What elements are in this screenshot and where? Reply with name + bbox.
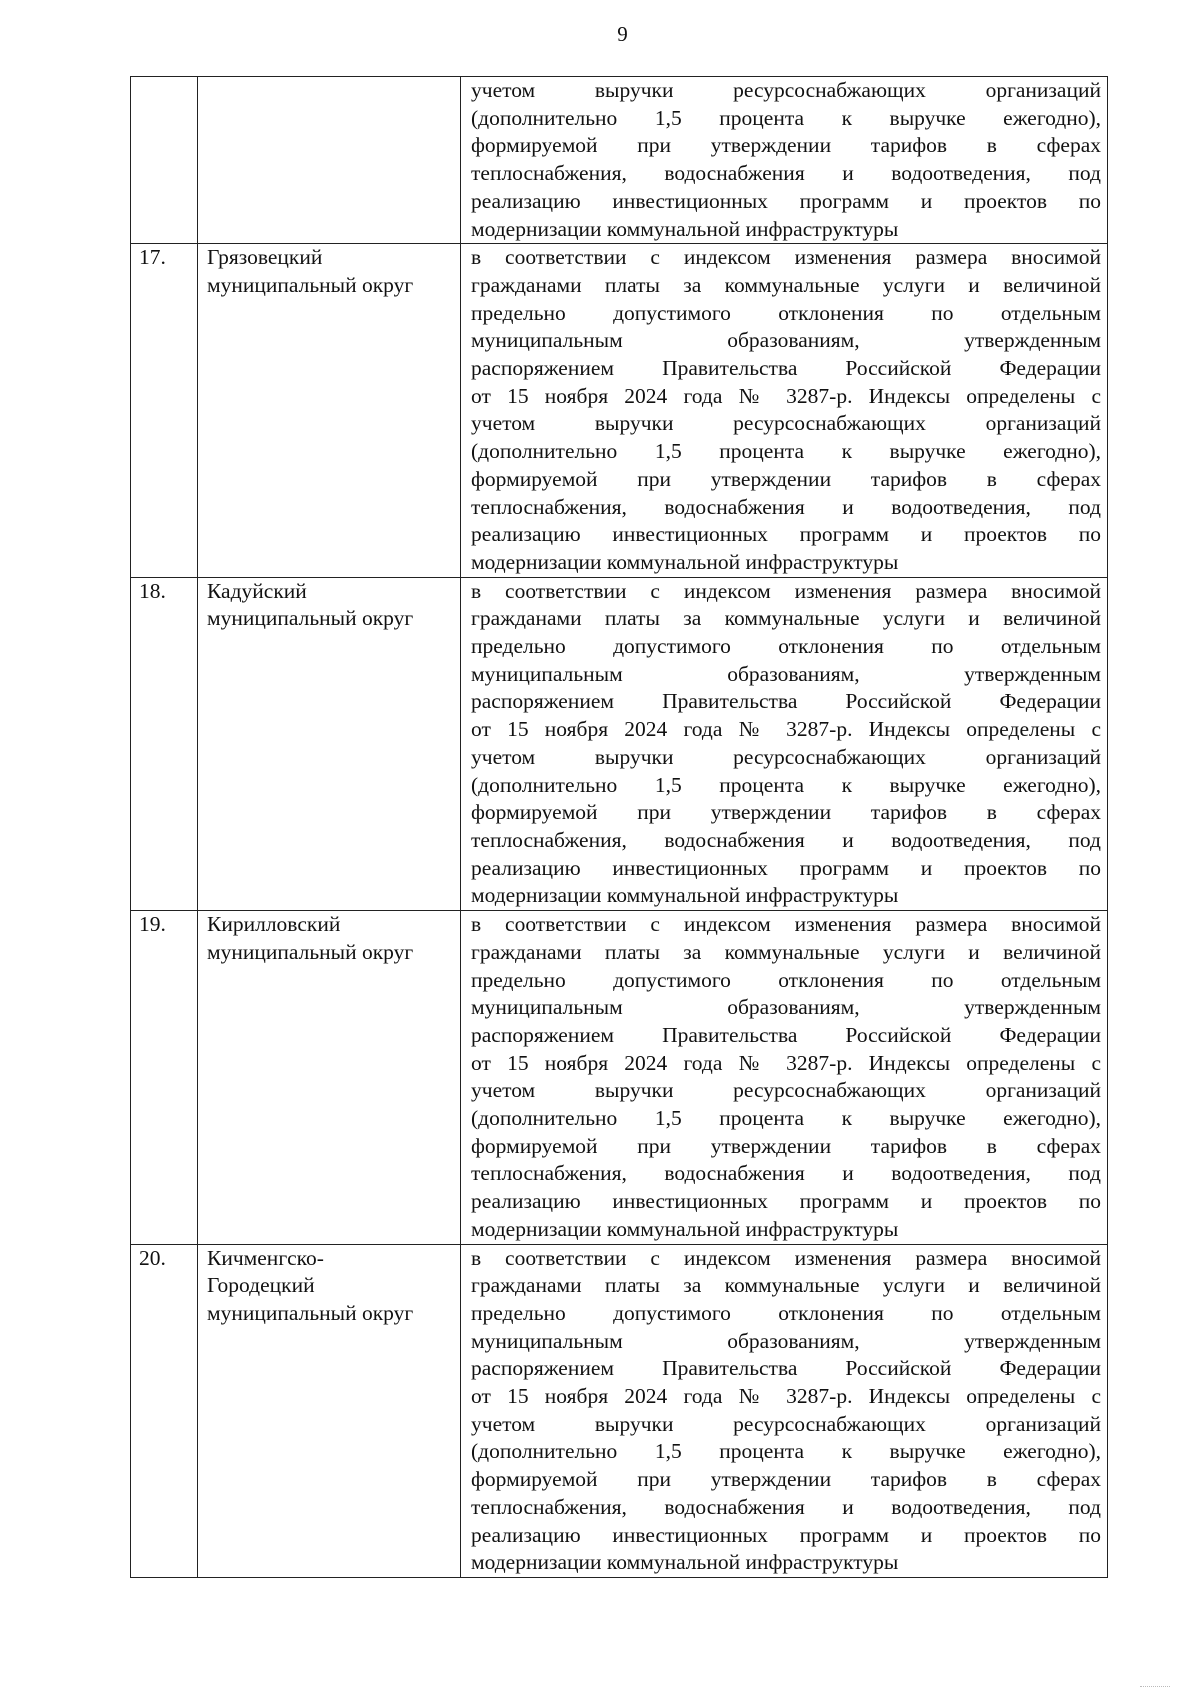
indexation-description-cell (461, 911, 1108, 1244)
description-line: учетом выручки ресурсоснабжающих организаций (471, 78, 1101, 102)
description-line: модернизации коммунальной инфраструктуры (471, 1216, 899, 1241)
municipality-name-cell (198, 1244, 461, 1577)
municipality-name-line: Кичменгско- (207, 1245, 324, 1270)
indexation-description-cell (461, 577, 1108, 910)
description-line: распоряжением Правительства Российской Федерации (471, 1356, 1101, 1381)
municipality-name-line: Грязовецкий (207, 245, 323, 270)
description-line: реализацию инвестиционных программ и проектов по (471, 522, 1101, 547)
description-line: реализацию инвестиционных программ и проектов по (471, 1522, 1101, 1547)
description-line: от 15 ноября 2024 года № 3287-р. Индексы определены с (471, 383, 1101, 408)
table-row (131, 1244, 1108, 1577)
description-line: в соответствии с индексом изменения размера вносимой (471, 578, 1101, 603)
description-line: формируемой при утверждении тарифов в сферах (471, 1467, 1101, 1492)
table-body (131, 77, 1108, 1578)
row-number: 17. (139, 245, 166, 270)
description-line: гражданами платы за коммунальные услуги и величиной (471, 939, 1101, 964)
table-row (131, 911, 1108, 1244)
description-line: муниципальным образованиям, утвержденным (471, 328, 1101, 353)
page-number: 9 (617, 22, 628, 46)
municipality-name-cell (198, 911, 461, 1244)
row-number: 20. (139, 1245, 166, 1270)
description-line: муниципальным образованиям, утвержденным (471, 995, 1101, 1020)
municipality-name-line: муниципальный округ (207, 272, 414, 297)
description-line: реализацию инвестиционных программ и проектов по (471, 1189, 1101, 1214)
municipality-name-line: Городецкий (207, 1273, 315, 1298)
table-row (131, 244, 1108, 577)
row-number-cell (131, 1244, 198, 1577)
description-line: реализацию инвестиционных программ и проектов по (471, 188, 1101, 213)
description-line: формируемой при утверждении тарифов в сферах (471, 466, 1101, 491)
description-line: (дополнительно 1,5 процента к выручке ежегодно), (471, 439, 1101, 464)
description-line: учетом выручки ресурсоснабжающих организаций (471, 1411, 1101, 1436)
description-line: от 15 ноября 2024 года № 3287-р. Индексы определены с (471, 1050, 1101, 1075)
municipality-name-line: муниципальный округ (207, 606, 414, 631)
description-line: гражданами платы за коммунальные услуги и величиной (471, 1273, 1101, 1298)
description-line: муниципальным образованиям, утвержденным (471, 661, 1101, 686)
description-line: учетом выручки ресурсоснабжающих организаций (471, 1078, 1101, 1103)
row-number-cell (131, 77, 198, 244)
municipality-name-line: Кадуйский (207, 578, 307, 603)
row-number-cell (131, 911, 198, 1244)
description-line: распоряжением Правительства Российской Федерации (471, 1022, 1101, 1047)
description-line: от 15 ноября 2024 года № 3287-р. Индексы определены с (471, 1384, 1101, 1409)
description-line: в соответствии с индексом изменения размера вносимой (471, 245, 1101, 270)
description-line: (дополнительно 1,5 процента к выручке ежегодно), (471, 1106, 1101, 1131)
municipality-name-cell (198, 244, 461, 577)
description-line: распоряжением Правительства Российской Федерации (471, 689, 1101, 714)
description-line: учетом выручки ресурсоснабжающих организаций (471, 744, 1101, 769)
scan-artifact (1140, 1686, 1170, 1695)
description-line: модернизации коммунальной инфраструктуры (471, 216, 899, 241)
row-number: 18. (139, 578, 166, 603)
description-line: формируемой при утверждении тарифов в сферах (471, 133, 1101, 158)
table-row (131, 77, 1108, 244)
description-line: модернизации коммунальной инфраструктуры (471, 549, 899, 574)
row-number-cell (131, 577, 198, 910)
row-number: 19. (139, 912, 166, 937)
description-line: в соответствии с индексом изменения размера вносимой (471, 912, 1101, 937)
description-line: формируемой при утверждении тарифов в сферах (471, 1133, 1101, 1158)
municipality-name-line: муниципальный округ (207, 939, 414, 964)
description-line: модернизации коммунальной инфраструктуры (471, 883, 899, 908)
description-line: распоряжением Правительства Российской Федерации (471, 356, 1101, 381)
municipality-name-cell (198, 77, 461, 244)
description-line: гражданами платы за коммунальные услуги и величиной (471, 606, 1101, 631)
description-line: предельно допустимого отклонения по отдельным (471, 1300, 1101, 1325)
description-line: формируемой при утверждении тарифов в сферах (471, 800, 1101, 825)
municipality-name-line: муниципальный округ (207, 1300, 414, 1325)
description-line: учетом выручки ресурсоснабжающих организаций (471, 411, 1101, 436)
description-line: теплоснабжения, водоснабжения и водоотведения, под (471, 827, 1101, 852)
description-line: теплоснабжения, водоснабжения и водоотведения, под (471, 1161, 1101, 1186)
description-line: (дополнительно 1,5 процента к выручке ежегодно), (471, 105, 1101, 130)
description-line: предельно допустимого отклонения по отдельным (471, 634, 1101, 659)
tariff-index-table (130, 76, 1108, 1578)
description-line: модернизации коммунальной инфраструктуры (471, 1550, 899, 1575)
description-line: предельно допустимого отклонения по отдельным (471, 300, 1101, 325)
description-line: теплоснабжения, водоснабжения и водоотведения, под (471, 494, 1101, 519)
description-line: от 15 ноября 2024 года № 3287-р. Индексы определены с (471, 717, 1101, 742)
municipality-name-line: Кирилловский (207, 912, 341, 937)
description-line: (дополнительно 1,5 процента к выручке ежегодно), (471, 1439, 1101, 1464)
description-line: теплоснабжения, водоснабжения и водоотведения, под (471, 1494, 1101, 1519)
indexation-description-cell (461, 244, 1108, 577)
description-line: в соответствии с индексом изменения размера вносимой (471, 1245, 1101, 1270)
municipality-name-cell (198, 577, 461, 910)
description-line: предельно допустимого отклонения по отдельным (471, 967, 1101, 992)
indexation-description-cell (461, 1244, 1108, 1577)
indexation-description-cell (461, 77, 1108, 244)
description-line: (дополнительно 1,5 процента к выручке ежегодно), (471, 772, 1101, 797)
table-row (131, 577, 1108, 910)
description-line: гражданами платы за коммунальные услуги и величиной (471, 272, 1101, 297)
description-line: муниципальным образованиям, утвержденным (471, 1328, 1101, 1353)
row-number-cell (131, 244, 198, 577)
description-line: реализацию инвестиционных программ и проектов по (471, 855, 1101, 880)
description-line: теплоснабжения, водоснабжения и водоотведения, под (471, 161, 1101, 186)
